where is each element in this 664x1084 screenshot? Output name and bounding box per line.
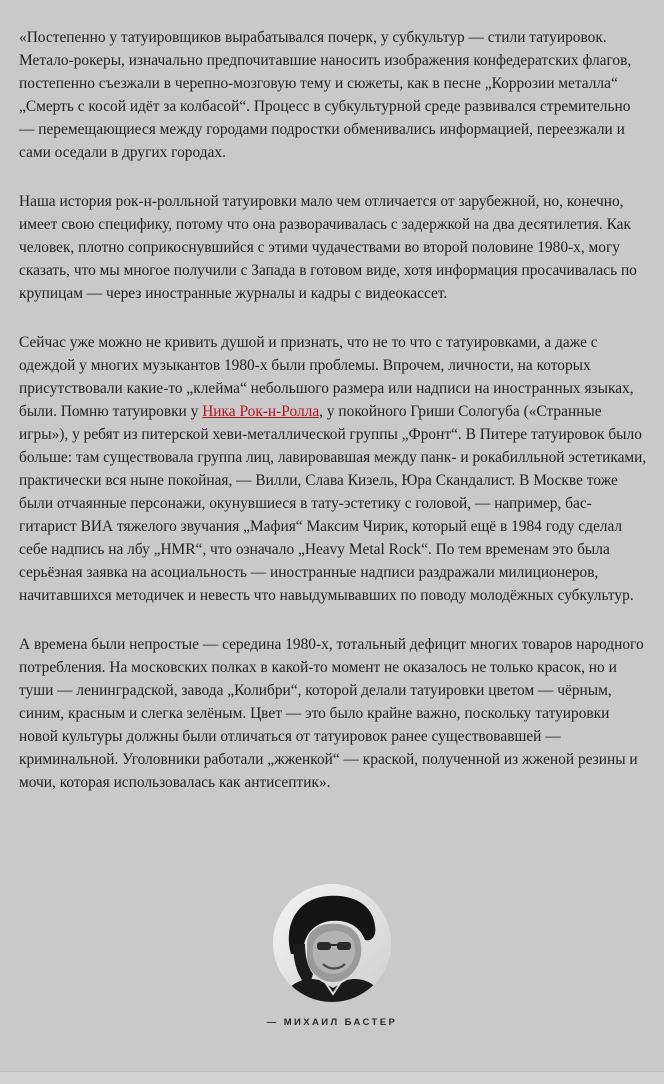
nick-rock-n-roll-link[interactable]: Ника Рок-н-Ролла: [202, 403, 320, 420]
author-avatar: [273, 884, 391, 1002]
paragraph-3-text-start: Сейчас уже можно не кривить душой и признать, что не то что с татуировками, а даже с одеждой у многих музыкантов 1980-х были проблемы. Впрочем, личности, на которых присутствовали какие-то „клейма“ небольшого размера или надписи на иностранных языках, были. Помню татуировки у: [19, 334, 634, 420]
paragraph-1: «Постепенно у татуировщиков вырабатывался почерк, у субкультур — стили татуировок. Метало-рокеры, изначально предпочитавшие наносить изображения конфедератских флагов, постепенно съезжали в черепно-мозговую тему и сюжеты, как в песне „Коррозии металла“ „Смерть с косой идёт за колбасой“. Процесс в субкультурной среде развивался стремительно — перемещающиеся между городами подростки обменивались информацией, переезжали и сами оседали в других городах.: [19, 29, 632, 161]
author-block: [0, 884, 664, 1028]
paragraph-4: А времена были непростые — середина 1980-х, тотальный дефицит многих товаров народного потребления. На московских полках в какой-то момент не оказалось не только красок, но и туши — ленинградской, завода „Колибри“, которой делали татуировки цветом — чёрным, синим, красным и слегка зелёным. Цвет — это было крайне важно, поскольку татуировки новой культуры должны были отличаться от татуировок ранее существовавшей — криминальной. Уголовники работали „жженкой“ — краской, полученной из жженой резины и мочи, которая использовалась как антисептик».: [19, 636, 644, 791]
paragraph-2: Наша история рок-н-ролльной татуировки мало чем отличается от зарубежной, но, конечно, имеет свою специфику, потому что она разворачивалась с задержкой на два десятилетия. Как человек, плотно соприкоснувшийся с этими чудачествами во второй половине 1980-х, могу сказать, что мы многое получили с Запада в готовом виде, хотя информация просачивалась по крупицам — через иностранные журналы и кадры с видеокассет.: [19, 193, 637, 302]
author-portrait-icon: [273, 884, 391, 1002]
bottom-divider: [0, 1071, 664, 1084]
author-name: — МИХАИЛ БАСТЕР: [266, 1017, 398, 1028]
paragraph-3-text-end: , у покойного Гриши Сологуба («Странные игры»), у ребят из питерской хеви-металлической группы „Фронт“. В Питере татуировок было больше: там существовала группа лиц, лавировавшая между панк- и рокабилльной эстетиками, практически вся ныне покойная, — Вилли, Слава Кизель, Юра Скандалист. В Москве тоже были отчаянные персонажи, окунувшиеся в тату-эстетику с головой, — например, бас-гитарист ВИА тяжелого звучания „Мафия“ Максим Чирик, который ещё в 1984 году сделал себе надпись на лбу „HMR“, что означало „Heavy Metal Rock“. По тем временам это была серьёзная заявка на асоциальность — иностранные надписи раздражали милиционеров, начитавшихся методичек и невесть что навыдумывавших по поводу молодёжных субкультур.: [19, 403, 647, 604]
article-body: [19, 26, 649, 820]
paragraph-3: [19, 331, 649, 607]
